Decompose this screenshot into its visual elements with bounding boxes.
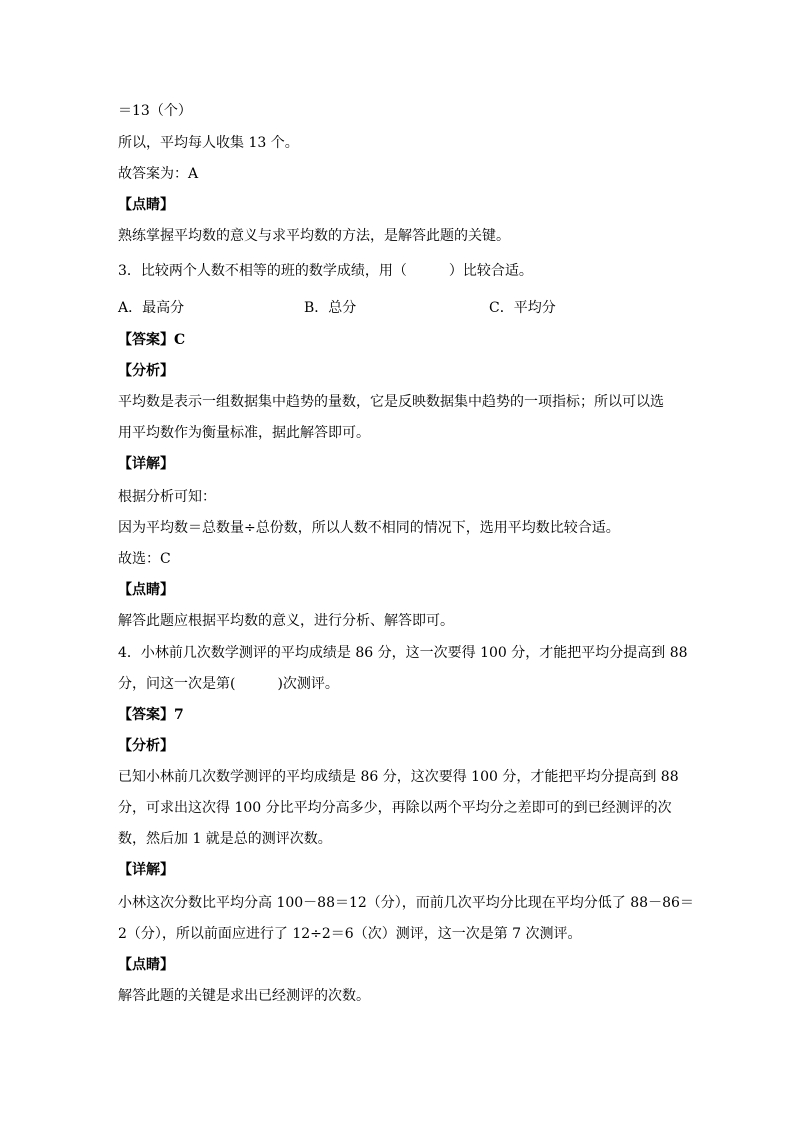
text-line: 所以，平均每人收集 13 个。 — [118, 135, 299, 151]
section-heading: 【详解】 — [118, 862, 174, 878]
question-4-cont: 分，问这一次是第( )次测评。 — [118, 676, 339, 692]
section-heading: 【点睛】 — [118, 582, 174, 598]
section-heading: 【点睛】 — [118, 957, 174, 973]
section-heading: 【分析】 — [118, 363, 174, 379]
text-line: 故选：C — [118, 551, 171, 567]
option-c: C．平均分 — [489, 300, 556, 316]
option-a: A．最高分 — [118, 300, 185, 316]
text-line: 用平均数作为衡量标准，据此解答即可。 — [118, 425, 370, 441]
option-b: B．总分 — [304, 300, 357, 316]
text-line: 解答此题的关键是求出已经测评的次数。 — [118, 988, 370, 1004]
text-line: 分，可求出这次得 100 分比平均分高多少，再除以两个平均分之差即可的到已经测评的次 — [118, 800, 672, 816]
question-4: 4．小林前几次数学测评的平均成绩是 86 分，这一次要得 100 分，才能把平均分提高到 88 — [118, 645, 688, 661]
text-line: 因为平均数＝总数量÷总份数，所以人数不相同的情况下，选用平均数比较合适。 — [118, 520, 620, 536]
text-line: 数，然后加 1 就是总的测评次数。 — [118, 831, 332, 847]
question-3: 3．比较两个人数不相等的班的数学成绩，用（ ）比较合适。 — [118, 263, 533, 279]
text-line: 解答此题应根据平均数的意义，进行分析、解答即可。 — [118, 613, 454, 629]
text-line: 根据分析可知： — [118, 489, 216, 505]
text-line: 2（分），所以前面应进行了 12÷2＝6（次）测评，这一次是第 7 次测评。 — [118, 926, 582, 942]
section-heading: 【分析】 — [118, 738, 174, 754]
text-line: ＝13（个） — [118, 103, 192, 119]
text-line: 故答案为：A — [118, 166, 199, 182]
answer-heading: 【答案】C — [118, 332, 186, 348]
text-line: 熟练掌握平均数的意义与求平均数的方法，是解答此题的关键。 — [118, 228, 510, 244]
text-line: 平均数是表示一组数据集中趋势的量数，它是反映数据集中趋势的一项指标；所以可以选 — [118, 394, 664, 410]
text-line: 已知小林前几次数学测评的平均成绩是 86 分，这次要得 100 分，才能把平均分提高到 88 — [118, 769, 679, 785]
answer-heading: 【答案】7 — [118, 707, 184, 723]
text-line: 小林这次分数比平均分高 100－88＝12（分），而前几次平均分比现在平均分低了 88－86＝ — [118, 895, 694, 911]
section-heading: 【点睛】 — [118, 197, 174, 213]
section-heading: 【详解】 — [118, 456, 174, 472]
